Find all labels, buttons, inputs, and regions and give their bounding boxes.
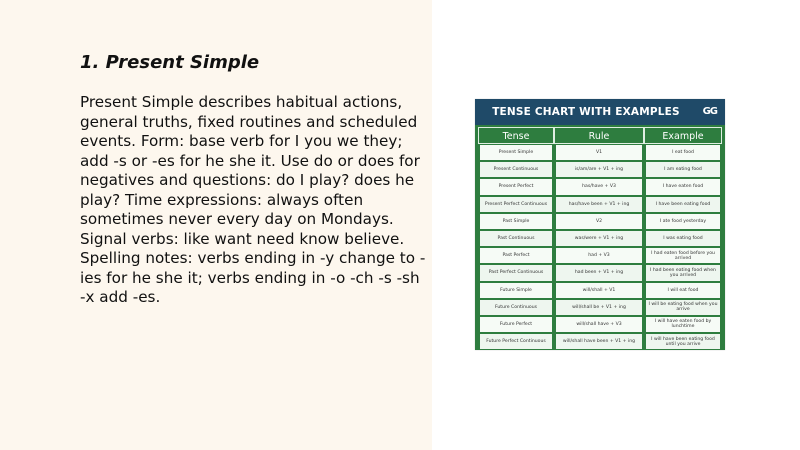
rule-cell: will/shall have been + V1 + ing [556,334,642,349]
tense-cell: Present Simple [480,145,552,160]
example-cell: I will be eating food when you arrive [646,300,720,315]
example-cell: I will have eaten food by lunchtime [646,317,720,332]
table-row [478,264,722,281]
table-row [478,196,722,213]
table-row [478,333,722,350]
rule-cell: was/were + V1 + ing [556,231,642,246]
table-row [478,161,722,178]
rule-cell: has/have been + V1 + ing [556,197,642,212]
slide-heading: 1. Present Simple [80,52,260,73]
table-header-row [478,127,722,144]
tense-cell: Future Simple [480,283,552,298]
example-cell: I have eaten food [646,179,720,194]
table-row [478,144,722,161]
tense-cell: Present Continuous [480,162,552,177]
tense-chart-image [475,99,725,350]
tense-cell: Past Simple [480,214,552,229]
table-row [478,299,722,316]
rule-cell: has/have + V3 [556,179,642,194]
tense-cell: Future Perfect Continuous [480,334,552,349]
example-cell: I ate food yesterday [646,214,720,229]
example-cell: I was eating food [646,231,720,246]
rule-cell: had been + V1 + ing [556,265,642,280]
table-row [478,178,722,195]
example-cell: I eat food [646,145,720,160]
table-row [478,247,722,264]
column-header-tense: Tense [478,127,554,144]
tense-cell: Past Perfect Continuous [480,265,552,280]
tense-cell: Past Perfect [480,248,552,263]
brand-logo-icon: GG [702,106,717,117]
example-cell: I have been eating food [646,197,720,212]
column-header-rule: Rule [554,127,644,144]
rule-cell: V2 [556,214,642,229]
column-header-example: Example [644,127,722,144]
example-cell: I had been eating food when you arrived [646,265,720,280]
rule-cell: V1 [556,145,642,160]
rule-cell: will/shall be + V1 + ing [556,300,642,315]
example-cell: I had eaten food before you arrived [646,248,720,263]
tense-cell: Future Perfect [480,317,552,332]
chart-title: TENSE CHART WITH EXAMPLES [492,106,680,118]
rule-cell: is/am/are + V1 + ing [556,162,642,177]
example-cell: I am eating food [646,162,720,177]
rule-cell: will/shall + V1 [556,283,642,298]
table-body [478,144,722,350]
example-cell: I will have been eating food until you arrive [646,334,720,349]
table-row [478,282,722,299]
example-cell: I will eat food [646,283,720,298]
tense-cell: Present Perfect Continuous [480,197,552,212]
tense-cell: Present Perfect [480,179,552,194]
chart-header [475,99,725,125]
rule-cell: had + V3 [556,248,642,263]
table-row [478,316,722,333]
table-row [478,230,722,247]
slide-body-text: Present Simple describes habitual actions, general truths, fixed routines and scheduled events. Form: base verb for I you we they; add -s or -es for he she it. Use do or does for negatives and questions: do I play? does he play? Time expressions: always often sometimes never every day on Mondays. Signal verbs: like want need know believe. Spelling notes: verbs ending in -y change to -ies for he she it; verbs ending in -o -ch -s -sh -x add -es. [80,93,426,306]
tense-cell: Future Continuous [480,300,552,315]
rule-cell: will/shall have + V3 [556,317,642,332]
chart-table [475,125,725,350]
tense-cell: Past Continuous [480,231,552,246]
table-row [478,213,722,230]
